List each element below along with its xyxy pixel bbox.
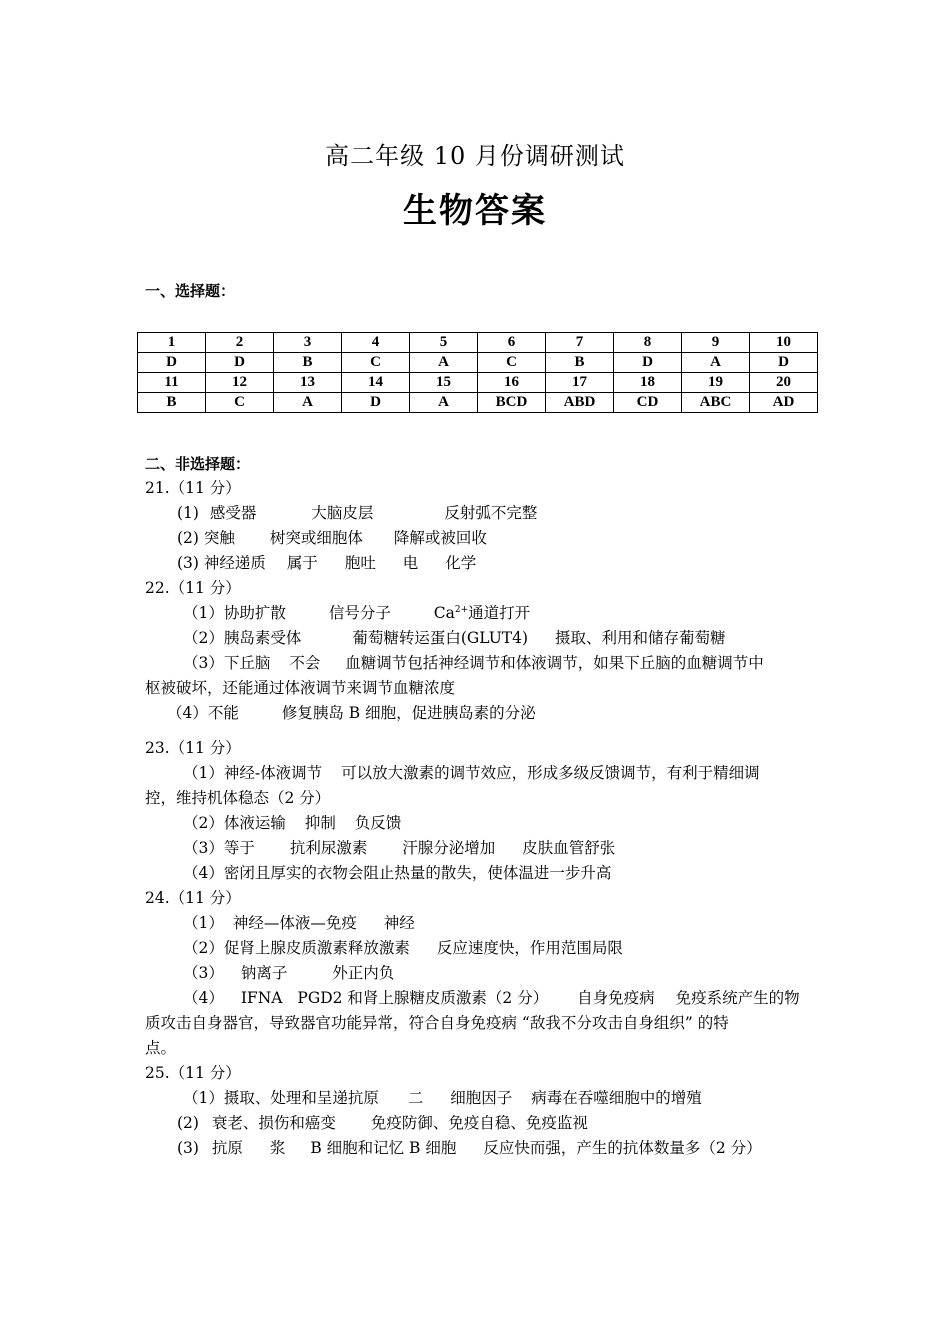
table-cell-answer: A — [410, 353, 478, 373]
q21-l1-c: 反射弧不完整 — [444, 504, 538, 522]
q22-l2-a: 胰岛素受体 — [223, 629, 302, 647]
q22-l2-b: 葡萄糖转运蛋白(GLUT4) — [352, 629, 529, 647]
table-cell-answer: AD — [750, 393, 818, 413]
table-cell-question-number: 14 — [342, 373, 410, 393]
q21-l3-a: 神经递质 — [203, 554, 266, 572]
table-cell-question-number: 2 — [206, 333, 274, 353]
table-cell-question-number: 7 — [546, 333, 614, 353]
table-cell-answer: D — [614, 353, 682, 373]
q23-l3-c: 汗腺分泌增加 — [402, 839, 496, 857]
q23-l2-c: 负反馈 — [354, 814, 402, 832]
q25-l3-d: 反应快而强，产生的抗体数量多（2 分） — [483, 1139, 762, 1157]
q22-line-1 — [145, 601, 815, 626]
q21-l2-a: 突触 — [203, 529, 235, 547]
table-cell-answer: D — [750, 353, 818, 373]
table-cell-question-number: 3 — [274, 333, 342, 353]
q24-l4-a: IFNA — [240, 989, 283, 1007]
table-cell-answer: A — [682, 353, 750, 373]
q22-l3-a: 下丘脑 — [223, 654, 271, 672]
q25-l1-c: 细胞因子 — [450, 1089, 513, 1107]
q23-l3-num: （3） — [183, 839, 224, 857]
section-choice-heading: 一、选择题： — [145, 282, 236, 300]
q25-l1-b: 二 — [407, 1089, 424, 1107]
table-cell-question-number: 18 — [614, 373, 682, 393]
table-cell-question-number: 10 — [750, 333, 818, 353]
q23-l2-num: （2） — [183, 814, 224, 832]
q23-line-4 — [145, 861, 815, 886]
q23-line-3 — [145, 836, 815, 861]
q22-l4-num: （4） — [167, 704, 208, 722]
nonchoice-answers — [145, 476, 815, 1161]
q24-l4-num: （4） — [183, 989, 224, 1007]
q22-l2-c: 摄取、利用和储存葡萄糖 — [554, 629, 726, 647]
q22-l4-b: 修复胰岛 B 细胞，促进胰岛素的分泌 — [281, 704, 536, 722]
q25-l2-a: 衰老、损伤和癌变 — [211, 1114, 336, 1132]
table-cell-question-number: 16 — [478, 373, 546, 393]
q21-l3-num: (3) — [177, 554, 199, 572]
q25-l2-num: (2) — [177, 1114, 199, 1132]
q23-l2-b: 抑制 — [304, 814, 336, 832]
q25-line-2 — [145, 1111, 815, 1136]
table-cell-answer: ABC — [682, 393, 750, 413]
table-cell-answer: CD — [614, 393, 682, 413]
q25-l3-a: 抗原 — [211, 1139, 243, 1157]
q24-l1-num: （1） — [183, 914, 224, 932]
q24-line-4 — [145, 986, 815, 1011]
q22-line-4 — [145, 701, 815, 726]
q21-line-1 — [145, 501, 815, 526]
q21-l2-b: 树突或细胞体 — [269, 529, 363, 547]
q24-l4-d: 免疫系统产生的物 — [675, 989, 800, 1007]
q24-l2-b: 反应速度快，作用范围局限 — [436, 939, 623, 957]
table-cell-answer: C — [342, 353, 410, 373]
table-cell-question-number: 8 — [614, 333, 682, 353]
q23-line-1-cont: 控，维持机体稳态（2 分） — [145, 789, 331, 807]
table-cell-answer: ABD — [546, 393, 614, 413]
table-cell-answer: D — [138, 353, 206, 373]
table-cell-question-number: 9 — [682, 333, 750, 353]
table-row-question-numbers — [138, 333, 818, 353]
q22-l1-c: $Ca^{2+}$通道打开 — [433, 604, 531, 622]
table-row-answers — [138, 393, 818, 413]
table-cell-question-number: 19 — [682, 373, 750, 393]
q23-l1-num: （1） — [183, 764, 224, 782]
table-row-answers — [138, 353, 818, 373]
q21-l3-e: 化学 — [445, 554, 477, 572]
table-cell-question-number: 15 — [410, 373, 478, 393]
q24-l2-num: （2） — [183, 939, 224, 957]
q22-heading: 22.（11 分） — [145, 579, 241, 597]
q24-l1-b: 神经 — [383, 914, 415, 932]
table-cell-answer: C — [206, 393, 274, 413]
q21-l2-c: 降解或被回收 — [393, 529, 487, 547]
table-row-question-numbers — [138, 373, 818, 393]
q22-line-3 — [145, 651, 815, 676]
q23-l4-a: 密闭且厚实的衣物会阻止热量的散失，使体温进一步升高 — [223, 864, 612, 882]
q24-line-1 — [145, 911, 815, 936]
table-cell-question-number: 11 — [138, 373, 206, 393]
q25-line-3 — [145, 1136, 815, 1161]
q23-l2-a: 体液运输 — [223, 814, 286, 832]
q25-l1-num: （1） — [183, 1089, 224, 1107]
table-cell-answer: D — [342, 393, 410, 413]
q24-line-3 — [145, 961, 815, 986]
table-cell-answer: B — [274, 353, 342, 373]
q24-line-4-cont: 质攻击自身器官，导致器官功能异常，符合自身免疫病 “敌我不分攻击自身组织” 的特 — [145, 1014, 729, 1032]
q25-l3-num: (3) — [177, 1139, 199, 1157]
q25-l1-d: 病毒在吞噬细胞中的增殖 — [531, 1089, 702, 1107]
q24-line-4-end: 点。 — [145, 1039, 177, 1057]
table-cell-answer: D — [206, 353, 274, 373]
table-cell-question-number: 6 — [478, 333, 546, 353]
q21-l1-num: (1) — [177, 504, 199, 522]
q21-l1-a: 感受器 — [209, 504, 257, 522]
q25-heading: 25.（11 分） — [145, 1064, 241, 1082]
q22-l4-a: 不能 — [207, 704, 239, 722]
q21-l2-num: (2) — [177, 529, 199, 547]
q21-l1-b: 大脑皮层 — [311, 504, 374, 522]
table-cell-question-number: 13 — [274, 373, 342, 393]
q23-l3-b: 抗利尿激素 — [289, 839, 368, 857]
q24-line-2 — [145, 936, 815, 961]
table-cell-question-number: 1 — [138, 333, 206, 353]
q23-l1-b: 可以放大激素的调节效应，形成多级反馈调节，有利于精细调 — [341, 764, 760, 782]
q22-l2-num: （2） — [183, 629, 224, 647]
choice-answer-table — [137, 332, 818, 413]
q24-l1-a: 神经—体液—免疫 — [232, 914, 357, 932]
q24-l3-a: 钠离子 — [240, 964, 288, 982]
table-cell-question-number: 17 — [546, 373, 614, 393]
q24-l2-a: 促肾上腺皮质激素释放激素 — [223, 939, 410, 957]
q24-l4-c: 自身免疫病 — [577, 989, 655, 1007]
q22-l1-num: （1） — [183, 604, 224, 622]
q25-line-1 — [145, 1086, 815, 1111]
q23-heading: 23.（11 分） — [145, 739, 241, 757]
table-cell-question-number: 12 — [206, 373, 274, 393]
q24-l4-b: PGD2 和肾上腺糖皮质激素（2 分） — [297, 989, 549, 1007]
q22-l3-b: 不会 — [289, 654, 321, 672]
q23-l4-num: （4） — [183, 864, 224, 882]
exam-title: 高二年级 10 月份调研测试 — [325, 142, 625, 170]
q22-line-2 — [145, 626, 815, 651]
q24-heading: 24.（11 分） — [145, 889, 241, 907]
table-cell-question-number: 5 — [410, 333, 478, 353]
q25-l3-c: B 细胞和记忆 B 细胞 — [310, 1139, 457, 1157]
q23-l3-d: 皮肤血管舒张 — [522, 839, 616, 857]
table-cell-answer: B — [546, 353, 614, 373]
q21-l3-b: 属于 — [286, 554, 318, 572]
q24-l3-num: （3） — [183, 964, 224, 982]
table-cell-answer: C — [478, 353, 546, 373]
table-cell-answer: BCD — [478, 393, 546, 413]
q23-l3-a: 等于 — [223, 839, 255, 857]
q22-l1-b: 信号分子 — [328, 604, 391, 622]
q23-l1-a: 神经-体液调节 — [223, 764, 323, 782]
q21-heading: 21.（11 分） — [145, 479, 241, 497]
q21-line-3 — [145, 551, 815, 576]
q22-line-3-cont: 枢被破坏，还能通过体液调节来调节血糖浓度 — [145, 679, 456, 697]
q25-l1-a: 摄取、处理和呈递抗原 — [223, 1089, 379, 1107]
q21-l3-c: 胞吐 — [344, 554, 376, 572]
q25-l2-b: 免疫防御、免疫自稳、免疫监视 — [370, 1114, 588, 1132]
subject-title: 生物答案 — [403, 191, 547, 231]
table-cell-answer: A — [410, 393, 478, 413]
q21-l3-d: 电 — [402, 554, 419, 572]
q22-l3-num: （3） — [183, 654, 224, 672]
table-cell-question-number: 4 — [342, 333, 410, 353]
section-nonchoice-heading: 二、非选择题： — [145, 455, 251, 473]
q22-l1-a: 协助扩散 — [223, 604, 286, 622]
table-cell-answer: A — [274, 393, 342, 413]
q23-line-2 — [145, 811, 815, 836]
q23-line-1 — [145, 761, 815, 786]
table-cell-answer: B — [138, 393, 206, 413]
q24-l3-b: 外正内负 — [332, 964, 395, 982]
q25-l3-b: 浆 — [269, 1139, 286, 1157]
q22-l3-c: 血糖调节包括神经调节和体液调节，如果下丘脑的血糖调节中 — [345, 654, 764, 672]
table-cell-question-number: 20 — [750, 373, 818, 393]
q21-line-2 — [145, 526, 815, 551]
